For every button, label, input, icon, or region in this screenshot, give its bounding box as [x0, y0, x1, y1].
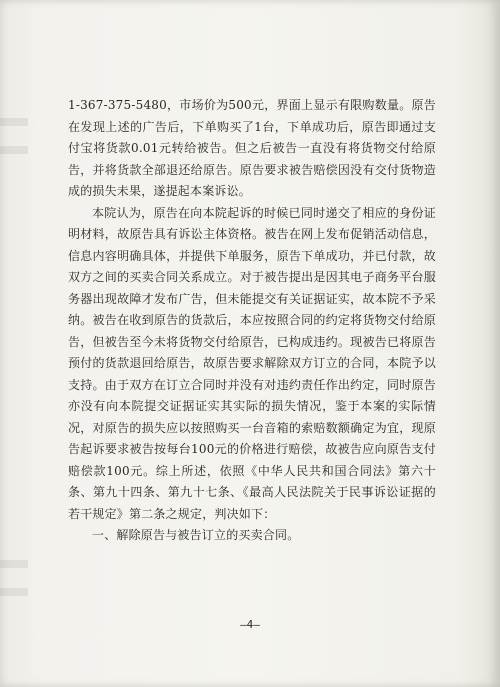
document-body	[68, 95, 436, 547]
paragraph-judgment-item-1: 一、解除原告与被告订立的买卖合同。	[92, 528, 300, 542]
paragraph-court-opinion: 本院认为，原告在向本院起诉的时候已同时递交了相应的身份证明材料，故原告具有诉讼主体资格。被告在网上发布促销活动信息，信息内容明确具体，并提供下单服务，原告下单成功，并已付款，故双方之间的买卖合同关系成立。对于被告提出是因其电子商务平台服务器出现故障才发布广告，但未能提交有关证据证实，故本院不予采纳。被告在收到原告的货款后，本应按照合同的约定将货物交付给原告，但被告至今未将货物交付给原告，已构成违约。现被告已将原告预付的货款退回给原告，故原告要求解除双方订立的合同，本院予以支持。由于双方在订立合同时并没有对违约责任作出约定，同时原告亦没有向本院提交证据证实其实际的损失情况，鉴于本案的实际情况，对原告的损失应以按照购买一台音箱的索赔数额确定为宜，现原告起诉要求被告按每台100元的价格进行赔偿，故被告应向原告支付赔偿款100元。综上所述，依照《中华人民共和国合同法》第六十条、第九十四条、第九十七条、《最高人民法院关于民事诉讼证据的若干规定》第二条之规定，判决如下：	[68, 205, 436, 521]
scan-bleed-mark	[0, 588, 28, 596]
paragraph-facts: 1-367-375-5480，市场价为500元，界面上显示有限购数量。原告在发现上述的广告后，下单购买了1台，下单成功后，原告即通过支付宝将货款0.01元转给被告。但之后被告一直没有将货物交付给原告，并将货款全部退还给原告。原告要求被告赔偿因没有交付货物造成的损失未果，遂提起本案诉讼。	[68, 98, 436, 198]
page-number: —4—	[240, 618, 260, 631]
scan-bleed-mark	[0, 118, 28, 126]
scan-bleed-mark	[0, 560, 28, 568]
scan-bleed-mark	[0, 146, 28, 154]
